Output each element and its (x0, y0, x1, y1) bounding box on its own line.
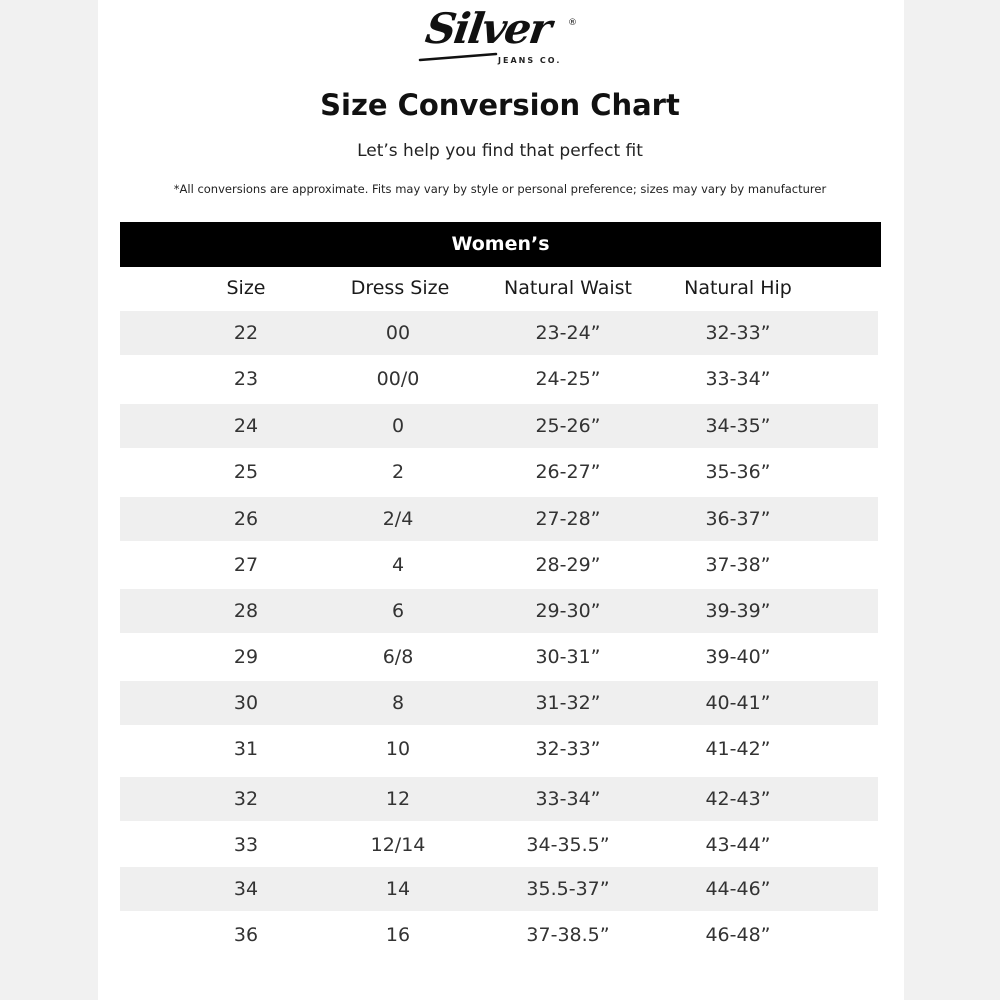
cell-natural-waist: 28-29” (535, 554, 601, 576)
cell-natural-waist: 25-26” (535, 415, 601, 437)
table-row (120, 450, 878, 494)
column-header-size: Size (226, 277, 266, 299)
brand-subline: JEANS CO. (498, 56, 562, 65)
table-row (120, 867, 878, 911)
cell-size: 36 (233, 924, 259, 946)
cell-dress-size: 14 (385, 878, 411, 900)
cell-natural-waist: 23-24” (535, 322, 601, 344)
cell-natural-waist: 26-27” (535, 461, 601, 483)
brand-wordmark: Silver (422, 4, 553, 53)
registered-mark: ® (568, 18, 577, 28)
cell-size: 23 (233, 368, 259, 390)
cell-natural-hip: 32-33” (705, 322, 771, 344)
column-header-natural-hip: Natural Hip (684, 277, 792, 299)
cell-size: 30 (233, 692, 259, 714)
cell-natural-waist: 33-34” (535, 788, 601, 810)
cell-dress-size: 8 (391, 692, 405, 714)
cell-dress-size: 10 (385, 738, 411, 760)
cell-dress-size: 2 (391, 461, 405, 483)
column-header-natural-waist: Natural Waist (504, 277, 632, 299)
cell-size: 25 (233, 461, 259, 483)
cell-natural-hip: 37-38” (705, 554, 771, 576)
table-row (120, 404, 878, 448)
cell-size: 32 (233, 788, 259, 810)
table-row (120, 311, 878, 355)
cell-natural-waist: 29-30” (535, 600, 601, 622)
cell-natural-hip: 35-36” (705, 461, 771, 483)
table-row (120, 777, 878, 821)
cell-dress-size: 00 (385, 322, 411, 344)
cell-natural-waist: 34-35.5” (526, 834, 610, 856)
cell-natural-waist: 27-28” (535, 508, 601, 530)
cell-size: 31 (233, 738, 259, 760)
section-header-womens: Women’s (120, 222, 881, 267)
cell-dress-size: 6/8 (382, 646, 414, 668)
cell-natural-hip: 46-48” (705, 924, 771, 946)
table-row (120, 543, 878, 587)
cell-natural-waist: 37-38.5” (526, 924, 610, 946)
table-row (120, 913, 878, 957)
cell-natural-waist: 30-31” (535, 646, 601, 668)
table-row (120, 727, 878, 771)
cell-size: 29 (233, 646, 259, 668)
cell-natural-hip: 41-42” (705, 738, 771, 760)
cell-size: 26 (233, 508, 259, 530)
cell-dress-size: 12 (385, 788, 411, 810)
cell-natural-waist: 24-25” (535, 368, 601, 390)
disclaimer-note: *All conversions are approximate. Fits may vary by style or personal preference; sizes may vary by manufacturer (173, 182, 827, 196)
table-row (120, 589, 878, 633)
cell-natural-hip: 44-46” (705, 878, 771, 900)
cell-natural-waist: 35.5-37” (526, 878, 610, 900)
cell-natural-hip: 39-39” (705, 600, 771, 622)
page-subtitle: Let’s help you find that perfect fit (357, 141, 643, 161)
column-header-dress-size: Dress Size (350, 277, 450, 299)
cell-dress-size: 2/4 (382, 508, 414, 530)
cell-natural-hip: 43-44” (705, 834, 771, 856)
cell-natural-hip: 34-35” (705, 415, 771, 437)
page-title: Size Conversion Chart (320, 88, 680, 122)
cell-natural-hip: 33-34” (705, 368, 771, 390)
cell-dress-size: 0 (391, 415, 405, 437)
cell-size: 34 (233, 878, 259, 900)
cell-dress-size: 6 (391, 600, 405, 622)
cell-size: 24 (233, 415, 259, 437)
cell-dress-size: 16 (385, 924, 411, 946)
cell-natural-hip: 39-40” (705, 646, 771, 668)
table-row (120, 357, 878, 401)
cell-size: 22 (233, 322, 259, 344)
cell-natural-hip: 36-37” (705, 508, 771, 530)
cell-size: 33 (233, 834, 259, 856)
table-row (120, 823, 878, 867)
brand-logo (418, 4, 588, 70)
cell-dress-size: 00/0 (376, 368, 420, 390)
cell-natural-hip: 42-43” (705, 788, 771, 810)
table-row (120, 635, 878, 679)
table-row (120, 497, 878, 541)
cell-natural-hip: 40-41” (705, 692, 771, 714)
cell-dress-size: 4 (391, 554, 405, 576)
cell-dress-size: 12/14 (370, 834, 426, 856)
logo-swoosh-icon (418, 44, 498, 64)
table-row (120, 681, 878, 725)
cell-natural-waist: 31-32” (535, 692, 601, 714)
cell-size: 27 (233, 554, 259, 576)
cell-size: 28 (233, 600, 259, 622)
cell-natural-waist: 32-33” (535, 738, 601, 760)
